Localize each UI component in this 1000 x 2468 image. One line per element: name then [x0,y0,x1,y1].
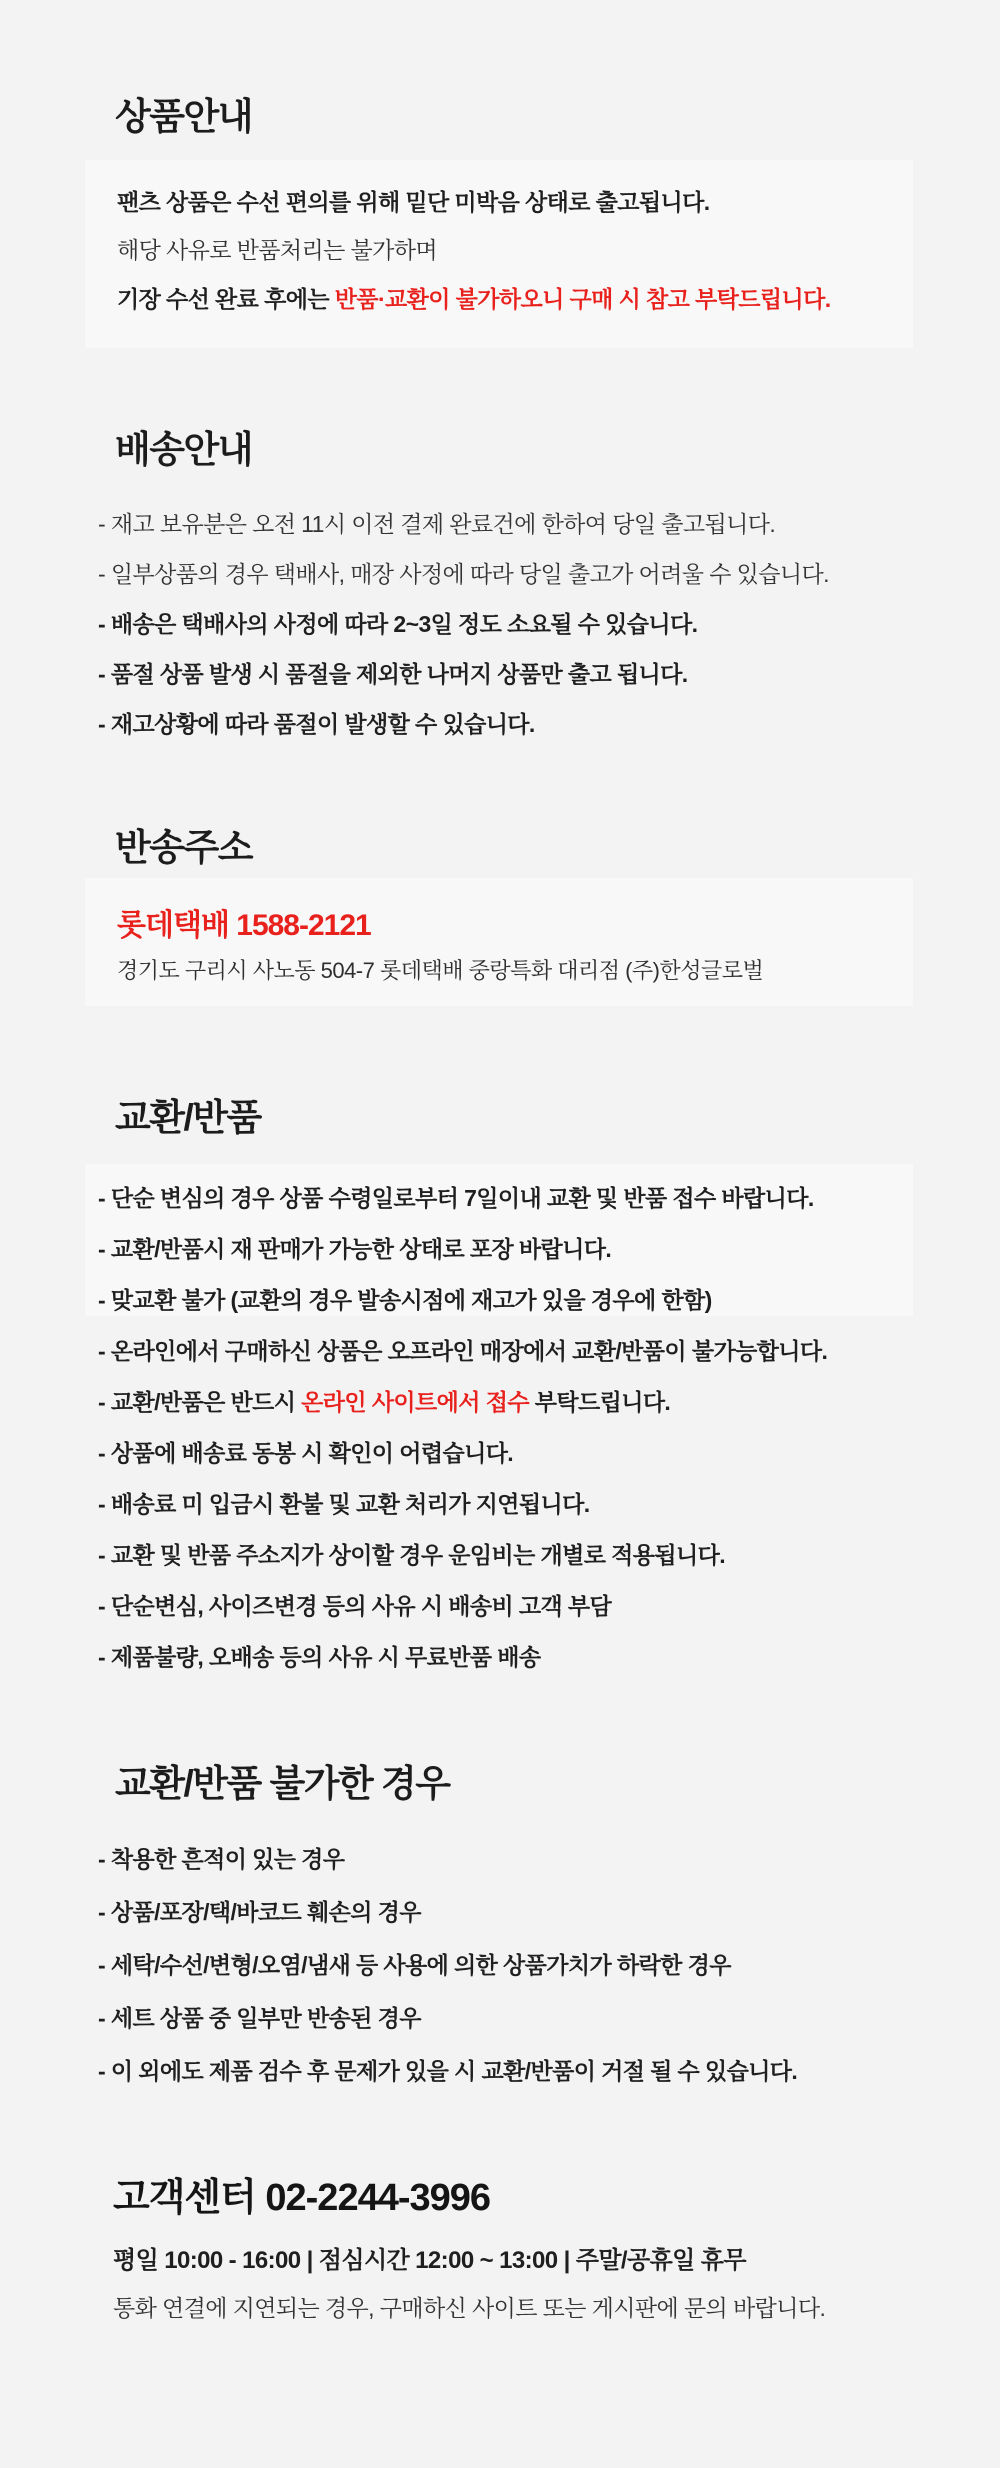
exchange-item: - 교환/반품시 재 판매가 가능한 상태로 포장 바랍니다. [98,1236,612,1262]
no-exchange-item: - 이 외에도 제품 검수 후 문제가 있을 시 교환/반품이 거절 될 수 있습니다. [98,2058,798,2084]
exchange-item: - 온라인에서 구매하신 상품은 오프라인 매장에서 교환/반품이 불가능합니다. [98,1338,828,1364]
product-info-line-1: 팬츠 상품은 수선 편의를 위해 밑단 미박음 상태로 출고됩니다. [117,189,710,215]
no-exchange-item: - 세트 상품 중 일부만 반송된 경우 [98,2005,421,2031]
exchange-item: - 교환 및 반품 주소지가 상이할 경우 운임비는 개별로 적용됩니다. [98,1542,726,1568]
product-info-line-3-black: 기장 수선 완료 후에는 [117,286,335,312]
exchange-item: - 단순 변심의 경우 상품 수령일로부터 7일이내 교환 및 반품 접수 바랍니다. [98,1185,814,1211]
section-title-no-exchange: 교환/반품 불가한 경우 [115,1763,450,1804]
exchange-item-suffix: 부탁드립니다. [528,1389,671,1415]
shipping-item: - 재고상황에 따라 품절이 발생할 수 있습니다. [98,711,535,737]
customer-center-note: 통화 연결에 지연되는 경우, 구매하신 사이트 또는 게시판에 문의 바랍니다. [113,2295,826,2321]
no-exchange-item: - 착용한 흔적이 있는 경우 [98,1846,345,1872]
shipping-item: - 재고 보유분은 오전 11시 이전 결제 완료건에 한하여 당일 출고됩니다. [98,511,776,537]
customer-center-title: 고객센터 02-2244-3996 [113,2177,491,2219]
section-title-exchange: 교환/반품 [115,1097,261,1138]
shipping-item: - 품절 상품 발생 시 품절을 제외한 나머지 상품만 출고 됩니다. [98,661,688,687]
exchange-item: - 배송료 미 입금시 환불 및 교환 처리가 지연됩니다. [98,1491,590,1517]
product-info-line-3 [117,285,831,315]
exchange-item: - 맞교환 불가 (교환의 경우 발송시점에 재고가 있을 경우에 한함) [98,1287,712,1313]
return-carrier-phone: 롯데택배 1588-2121 [117,909,371,942]
exchange-item: - 제품불량, 오배송 등의 사유 시 무료반품 배송 [98,1644,541,1670]
exchange-item-online-receipt [98,1388,670,1418]
customer-center-hours: 평일 10:00 - 16:00 | 점심시간 12:00 ~ 13:00 | 주말/공휴일 휴무 [113,2247,746,2274]
shipping-item: - 배송은 택배사의 사정에 따라 2~3일 정도 소요될 수 있습니다. [98,611,698,637]
section-title-product-info: 상품안내 [115,96,252,137]
exchange-item: - 단순변심, 사이즈변경 등의 사유 시 배송비 고객 부담 [98,1593,612,1619]
shipping-item: - 일부상품의 경우 택배사, 매장 사정에 따라 당일 출고가 어려울 수 있습니다. [98,561,829,587]
exchange-item-prefix: - 교환/반품은 반드시 [98,1389,302,1415]
no-exchange-item: - 세탁/수선/변형/오염/냄새 등 사용에 의한 상품가치가 하락한 경우 [98,1952,731,1978]
section-title-shipping: 배송안내 [115,429,252,470]
exchange-item: - 상품에 배송료 동봉 시 확인이 어렵습니다. [98,1440,514,1466]
product-info-line-2: 해당 사유로 반품처리는 불가하며 [117,237,438,263]
no-exchange-item: - 상품/포장/택/바코드 훼손의 경우 [98,1899,421,1925]
section-title-return-address: 반송주소 [115,827,252,868]
return-address-text: 경기도 구리시 사노동 504-7 롯데택배 중랑특화 대리점 (주)한성글로벌 [117,958,764,983]
product-info-line-3-red: 반품·교환이 불가하오니 구매 시 참고 부탁드립니다. [334,286,831,312]
exchange-item-red: 온라인 사이트에서 접수 [301,1389,529,1415]
